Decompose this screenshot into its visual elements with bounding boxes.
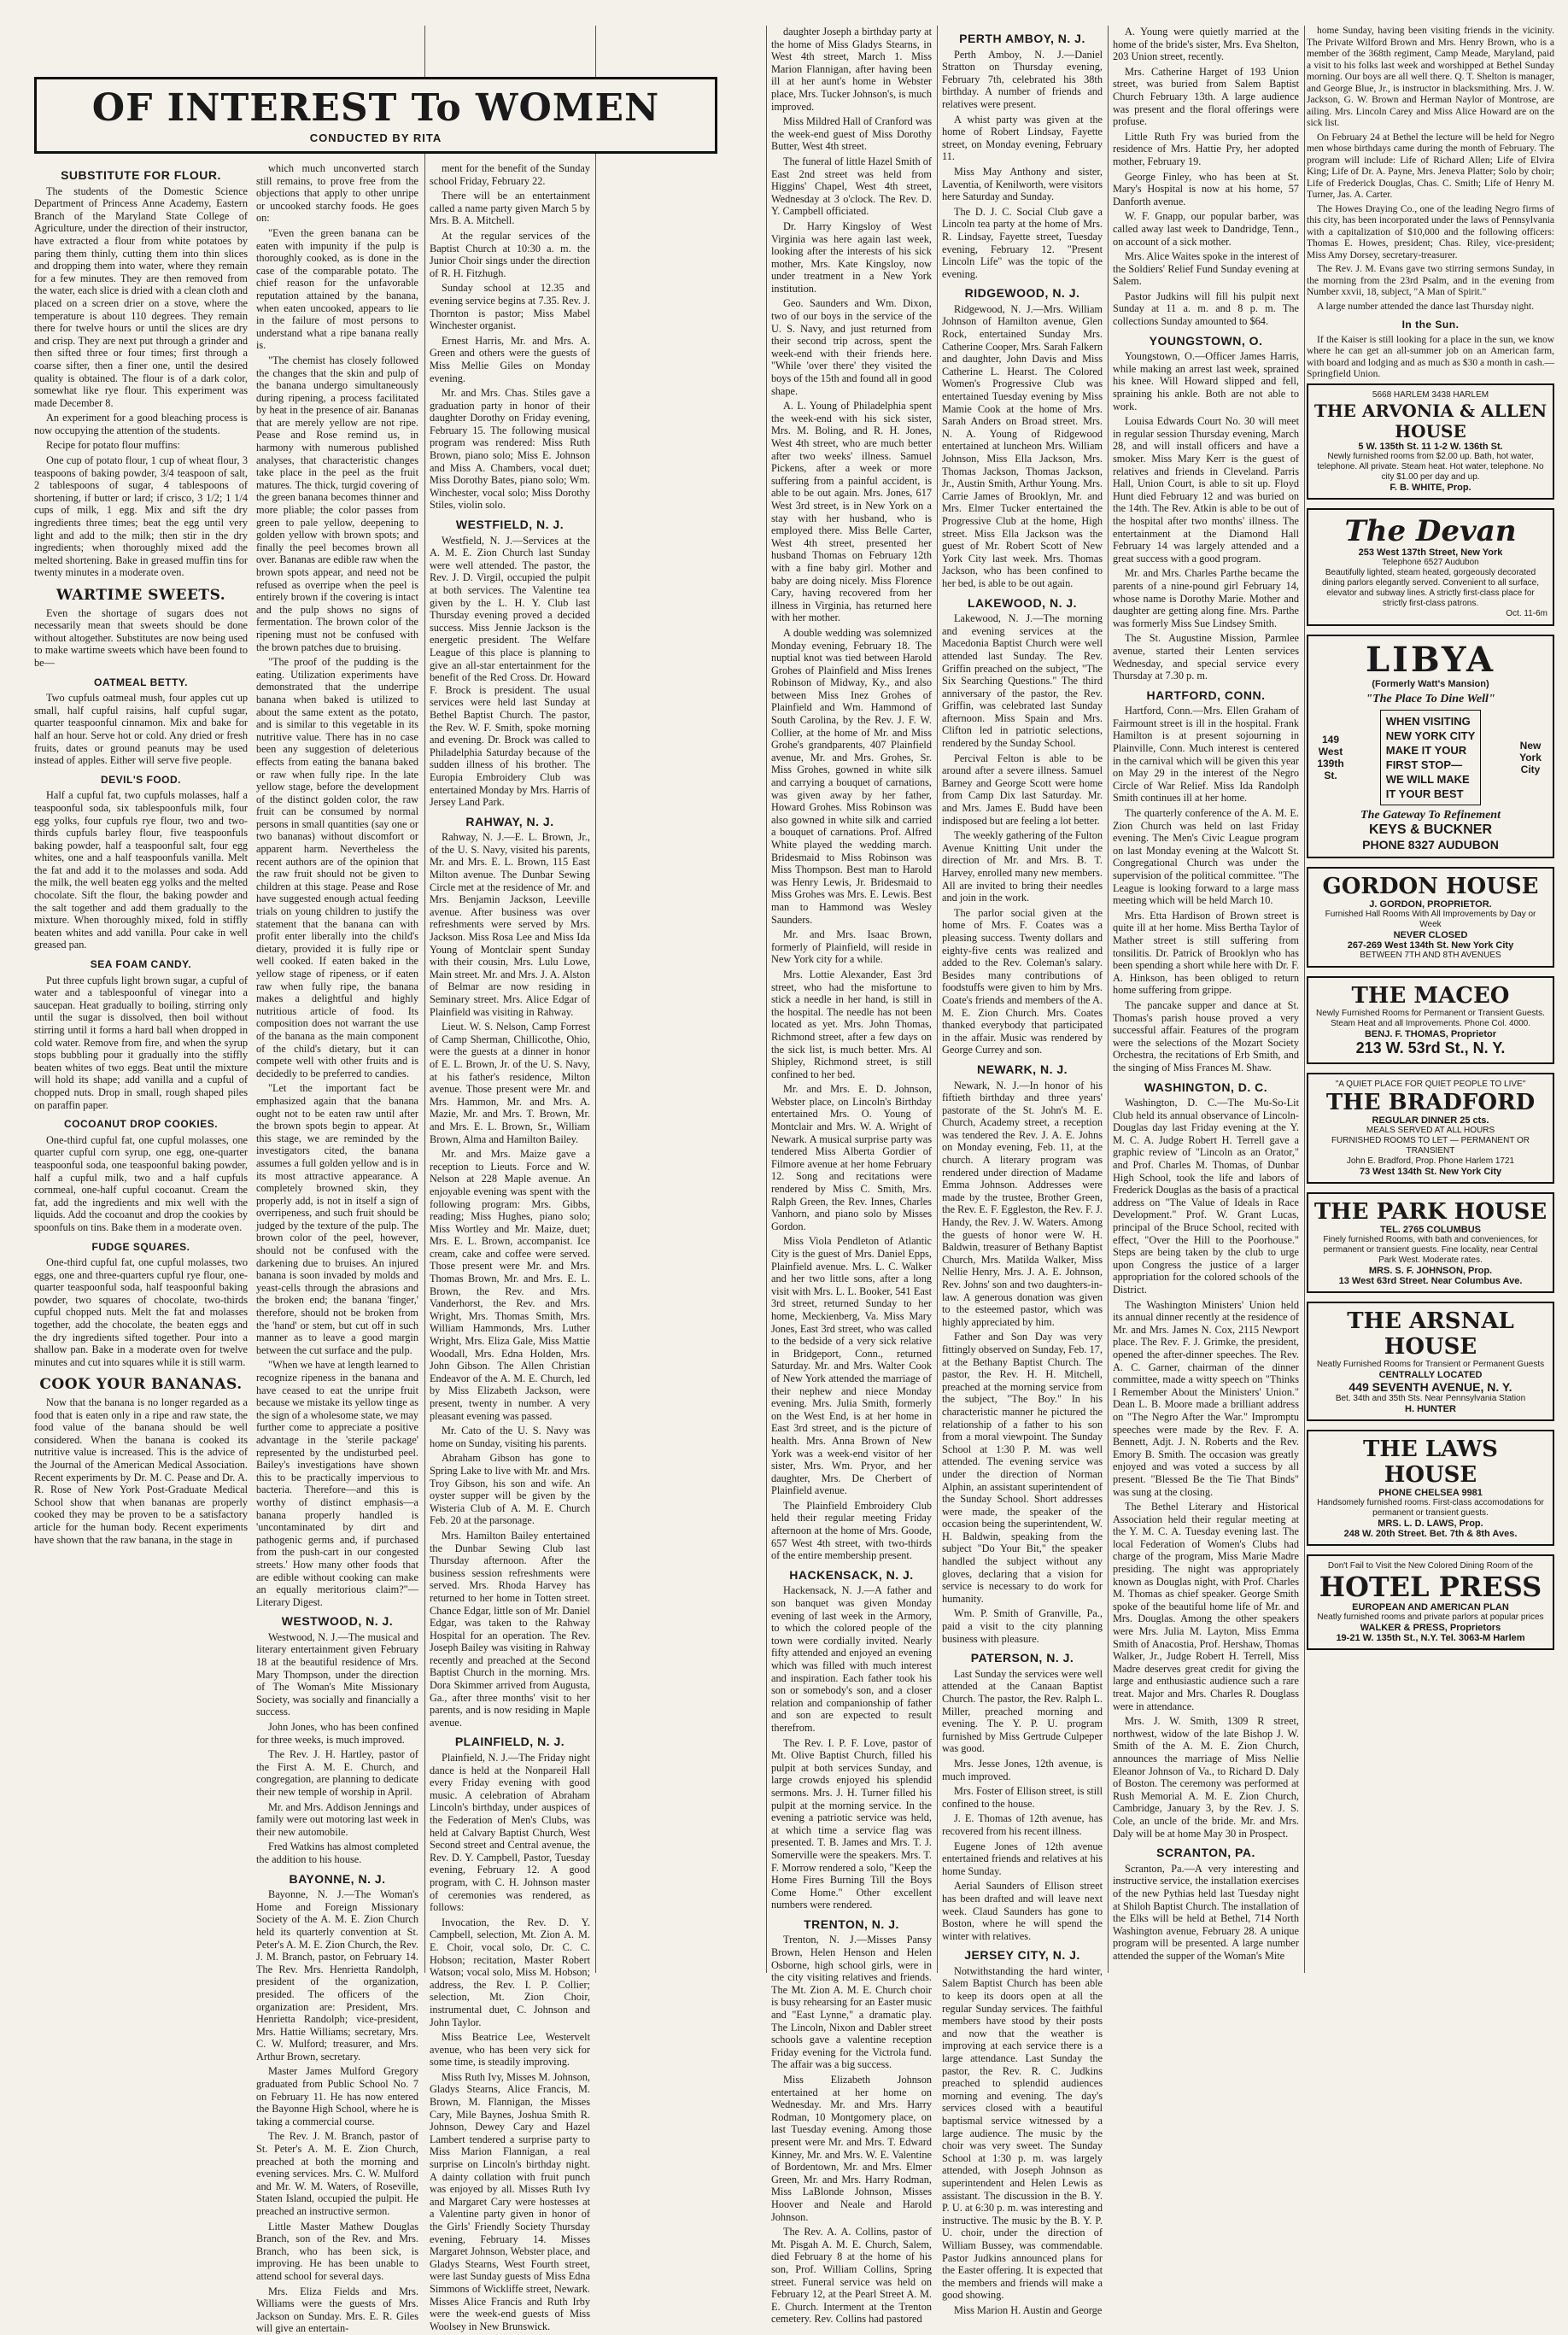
article-paragraph: Wm. P. Smith of Granville, Pa., paid a visit to the city planning business with pleasure. [942, 1607, 1103, 1645]
ad-libya [1307, 635, 1554, 858]
ad-proprietor: BENJ. F. THOMAS, Proprietor [1364, 1028, 1497, 1039]
article-paragraph: Little Master Mathew Douglas Branch, son of the Rev. and Mrs. Branch, who has been sick, is improving. He has been unable to attend school for several days. [256, 2220, 418, 2282]
column-rule [1108, 26, 1109, 1973]
column-rule [424, 26, 425, 1973]
column-6 [1113, 26, 1299, 1973]
article-paragraph: On February 24 at Bethel the lecture will be held for Negro men whose birthdays came during the month of February. The program will include: Life of Richard Allen; Life of Elvira King; Life of Dr. A. Payne, Mrs. Jeneva Platter; Solo by choir; Life of Frederick Douglas, Chas. C. Smith; Life of Henry M. Turner, Jas. A. Carter. [1307, 132, 1554, 200]
article-paragraph: Trenton, N. J.—Misses Pansy Brown, Helen Henson and Helen Osborne, high school girls, were in the city visiting relatives and friends. The Mt. Zion A. M. E. Church choir is busy rehearsing for an Easter music and "East Lynne," a dramatic play. The Lincoln, Nixon and Dabler street schools gave a valentine reception Friday evening for the Victrola fund. The affair was a big success. [771, 1934, 932, 2071]
article-paragraph: Hartford, Conn.—Mrs. Ellen Graham of Fairmount street is ill in the hospital. Frank Hamilton is at present sojourning in Plainville, Conn. Much interest is centered in the carnival which will be given this year on May 29 in the interest of the Negro Circle of War Relief. Miss Ida Randolph Smith continues ill at her home. [1113, 705, 1299, 805]
ad-body: FURNISHED ROOMS TO LET — PERMANENT OR TRANSIENT [1331, 1135, 1530, 1156]
article-paragraph: The Rev. J. M. Branch, pastor of St. Peter's A. M. E. Zion Church, preached at both the morning and evening services. Mrs. C. W. Mulford and Mr. W. M. Waters, of Roseville, Staten Island, occupied the pulpit. He preached an instructive sermon. [256, 2130, 418, 2217]
ad-slogan-line: FIRST STOP— [1385, 758, 1463, 771]
ad-motto: "A QUIET PLACE FOR QUIET PEOPLE TO LIVE" [1335, 1079, 1526, 1089]
ad-name: THE ARSNAL HOUSE [1347, 1308, 1514, 1360]
column-rule [1304, 26, 1305, 1973]
article-paragraph: A. Young were quietly married at the home of the bride's sister, Mrs. Eva Shelton, 203 Union street, recently. [1113, 26, 1299, 63]
article-paragraph: The funeral of little Hazel Smith of East 2nd street was held from Higgins' Chapel, West 4th street, Wednesday at 3 o'clock. The Rev. D. Y. Campbell officiated. [771, 155, 932, 218]
article-paragraph: Miss Viola Pendleton of Atlantic City is the guest of Mrs. Daniel Epps, Plainfield avenue. Mrs. L. C. Walker and her two little sons, after a long visit with Mrs. L. L. Booker, 541 East 3rd street, returned Sunday to her home, Meckienberg, Va. Miss Mary Jones, East 3rd street, who was called to the bedside of a very sick relative in Bridgeport, Conn., returned Saturday. Mr. and Mrs. Walter Cook of New York attended the marriage of their nephew and niece Monday evening. Mrs. Julia Smith, formerly on the West End, is at her home in East 3rd street, and is the picture of health. Mrs. Anna Brown of New York was a week-end visitor of her sister, Mrs. Wm. Pryor, and her daughter, Mrs. De Cherbert of Plainfield avenue. [771, 1235, 932, 1497]
article-paragraph: One-third cupful fat, one cupful molasses, one quarter cupful corn syrup, one egg, one-quarter teaspoonful soda, one teaspoonful baking powder, half a cupful milk, two and a half cupfuls cornmeal, one-half cupful cocoanut. Cream the fat, add the ingredients and mix well with the liquids. Add the cocoanut and drop the cookies by spoonfuls on tins. Bake them in a moderate oven. [34, 1133, 248, 1233]
ad-name: The Devan [1344, 513, 1517, 548]
article-paragraph: One-third cupful fat, one cupful molasses, two eggs, one and three-quarters cupful rye flour, one-quarter teaspoonful soda, half teaspoonful baking powder, two squares of chocolate, two-thirds cupful chopped nuts. Melt the fat and molasses together, add the chocolate, the beaten eggs and the dry ingredients sifted together. Pour into a shallow pan. Bake in a moderate oven for twelve minutes and cut into squares while it is still warm. [34, 1256, 248, 1368]
ad-slogan-line: NEW YORK CITY [1385, 729, 1476, 742]
article-paragraph: Lieut. W. S. Nelson, Camp Forrest of Camp Sherman, Chillicothe, Ohio, were the guests at a dinner in honor of E. L. Brown, Jr. of the U. S. Navy, at his father's residence, Milton avenue. Those present were Mr. and Mrs. Hammon, Mr. and Mrs. A. Mazie, Mr. and Mrs. T. Brown, Mr. and Mrs. E. L. Brown, Sr., William Brown, Alma and Hamilton Bailey. [430, 1021, 590, 1145]
article-paragraph: Mrs. J. W. Smith, 1309 R street, northwest, widow of the late Bishop J. W. Smith of the A. M. E. Zion Church, announces the marriage of Miss Nellie Eleanor Johnson of Va., to Richard D. Daly of Boston. The ceremony was performed at Rush Memorial A. M. E. Zion Church, Cambridge, January 3, by the Rev. J. S. Cole, an uncle of the bride. Mr. and Mrs. Daly will be at home May 30 in Prospect. [1113, 1715, 1299, 1840]
article-paragraph: The weekly gathering of the Fulton Avenue Knitting Unit under the direction of Mr. and Mrs. B. T. Harvey, enrolled many new members. All are invited to bring their needles and join in the work. [942, 829, 1103, 904]
ad-body: Neatly Furnished Rooms for Transient or Permanent Guests [1316, 1359, 1545, 1369]
column-rule [937, 26, 938, 1973]
ad-phone: TEL. 2765 COLUMBUS [1380, 1224, 1481, 1235]
ad-name: THE BRADFORD [1325, 1089, 1536, 1115]
ad-body: Beautifully lighted, steam heated, gorgeously decorated dining parlors elegantly served. Convenient to all surface, elevator and subway lines. A strictly first-class place for strictly first-class patrons. [1321, 567, 1540, 608]
article-paragraph: A. L. Young of Philadelphia spent the week-end with his sick sister, Mrs. M. Boling, and R. H. Jones, West 4th street, who are much better after two weeks' illness. Samuel Pickens, after a week or more suffering from a painful accident, is able to be out again. Mrs. Jones, 617 West 3rd street, is in New York on a stay with her husband, who is employed there. Miss Belle Carter, West 4th street, presented her husband Thomas on February 12th with a fine baby girl. Mother and baby are doing nicely. Miss Florence Cary, having recovered from her illness in Virginia, has returned here with her mother. [771, 400, 932, 624]
article-paragraph: which much unconverted starch still remains, to prove free from the objections that apply to other unripe or uncooked starchy foods. He goes on: [256, 162, 418, 225]
article-headline: WESTWOOD, N. J. [281, 1614, 394, 1629]
column-1 [34, 162, 248, 1973]
ad-address: 213 W. 53rd St., N. Y. [1355, 1039, 1506, 1056]
article-paragraph: The Plainfield Embroidery Club held their regular meeting Friday afternoon at the home of Mrs. Goode, 657 West 4th street, with two-thirds of the entire membership present. [771, 1499, 932, 1562]
ad-dinner: REGULAR DINNER 25 cts. [1372, 1115, 1489, 1126]
column-7-text [1307, 26, 1554, 381]
ad-slogan-line: WE WILL MAKE [1385, 772, 1470, 786]
ad-proprietor: MRS. L. D. LAWS, Prop. [1378, 1518, 1483, 1529]
ad-name: HOTEL PRESS [1319, 1570, 1542, 1603]
ad-body: Handsomely furnished rooms. First-class accomodations for permanent or transient guests. [1317, 1497, 1544, 1518]
ad-slogan-line: WHEN VISITING [1385, 714, 1471, 728]
article-paragraph: The Bethel Literary and Historical Association held their regular meeting at the Y. M. C. A. Tuesday evening last. The local Federation of Women's Clubs had charge of the program, Miss Marie Madre presiding. The night was appropriately known as Douglas night, with Prof. Charles M. Thomas as chief speaker. George Smith spoke of the beautiful home life of Mr. and Mrs. Douglas. Among the other speakers were Mrs. Julia M. Layton, Miss Emma Smith of Anacostia, Prof. Hershaw, Thomas Walker, Jr., Judge Robert H. Terrell, Miss Madre deserves great credit for giving the large and enthusiastic audience such a rare treat. Major and Mrs. Charles R. Douglass were in attendance. [1113, 1501, 1299, 1712]
article-paragraph: If the Kaiser is still looking for a place in the sun, we know where he can get an all-summer job on an American farm, with board and lodging and as much as $30 a month in cash.—Springfield Union. [1307, 334, 1554, 379]
ad-address: 149 West 139th St. [1317, 733, 1344, 781]
article-paragraph: Mrs. Foster of Ellison street, is still confined to the house. [942, 1785, 1103, 1810]
article-paragraph: Mr. and Mrs. Maize gave a reception to Lieuts. Force and W. Nelson at 228 Maple avenue. An enjoyable evening was spent with the following program: Mrs. Gibbs, reading; Miss Hughes, piano solo; Miss Wortley and Mr. Maize, duet; Mrs. E. L. Brown, accompanist. Ice cream, cake and coffee were served. Those present were Mr. and Mrs. Thomas Brown, Mr. and Mrs. E. L. Brown, the Rev. and Mrs. Vanderhorst, the Rev. and Mrs. Wright, Mrs. Thomas Smith, Mrs. William Hammonds, Mrs. Luther Wright, Mrs. Eliza Gale, Miss Mattie Woodall, Mrs. Edna Holden, Mrs. John Gibson. The Allen Christian Endeavor of the A. M. E. Church, led by Miss Elizabeth Jackson, were present, twenty in number. A very pleasant evening was passed. [430, 1148, 590, 1422]
recipe-title: OATMEAL BETTY. [94, 676, 188, 688]
ad-laws-house [1307, 1430, 1554, 1546]
column-rule [595, 26, 596, 1973]
article-paragraph: Mr. and Mrs. Charles Parthe became the parents of a nine-pound girl February 14, whose name is Dorothy Marie. Mother and daughter are getting along fine. Mrs. Parthe was formerly Miss Sue Lindsey Smith. [1113, 567, 1299, 629]
ad-address: 5 W. 135th St. 11 1-2 W. 136th St. [1358, 441, 1503, 452]
article-paragraph: Geo. Saunders and Wm. Dixon, two of our boys in the service of the U. S. Navy, and just returned from their second trip across, spent the week-end with their friends here. "While 'over there' they visited the boys of the 15th and found all in good shape. [771, 297, 932, 397]
article-paragraph: Miss Mildred Hall of Cranford was the week-end guest of Miss Dorothy Butter, West 4th street. [771, 115, 932, 153]
ad-phone: PHONE CHELSEA 9981 [1378, 1487, 1483, 1498]
article-paragraph: The Rev. I. P. F. Love, pastor of Mt. Olive Baptist Church, filled his pulpit at both services Sunday, and large crowds enjoyed his splendid sermons. Mrs. J. H. Turner filled his pulpit at the morning service. In the evening a patriotic service was held, at which time a service flag was presented. T. B. James and Mrs. T. J. Somerville were the speakers. Mrs. T. F. Morrow rendered a solo, "Keep the Home Fires Burning Till the Boys Come Home." Other excellent numbers were rendered. [771, 1736, 932, 1911]
article-paragraph: "The chemist has closely followed the changes that the skin and pulp of the banana undergo simultaneously during ripening, a process facilitated by heat in the presence of air. Bananas that are merely yellow are not ripe. Pease and Rose remind us, in harmony with numerous published analyses, that characteristic changes take place in the peel as the fruit matures. The thick, turgid covering of the green banana becomes thinner and more pliable; the color passes from green to pale yellow, deepening to golden yellow with brown spots; and finally the peel becomes brown all over. Bananas are edible raw when the brown spots appear, and need not be refused as overripe when the peel is entirely brown if the covering is intact and the pulp shows no signs of fermentation. The brown color of the ripening must not be confused with the brown patches due to bruising. [256, 354, 418, 653]
article-headline: PLAINFIELD, N. J. [454, 1735, 565, 1749]
ad-address: 253 West 137th Street, New York [1358, 547, 1503, 558]
article-paragraph: Mrs. Hamilton Bailey entertained the Dunbar Sewing Club last Thursday afternoon. After the business session refreshments were served. Mrs. Rhoda Harvey has returned to her home in Totten street. Chance Edgar, little son of Mr. Daniel Edgar, was taken to the Rahway Hospital for an operation. The Rev. Joseph Bailey was visiting in Rahway recently and preached at the Second Baptist Church in the morning. Mrs. Dora Skimmer arrived from Augusta, Ga., after three months' visit to her parents, and is now residing in Maple avenue. [430, 1529, 590, 1729]
article-headline: JERSEY CITY, N. J. [964, 1948, 1080, 1963]
article-headline: COOK YOUR BANANAS. [39, 1376, 243, 1394]
article-headline: SCRANTON, PA. [1156, 1846, 1255, 1860]
article-headline: HARTFORD, CONN. [1146, 688, 1266, 702]
article-paragraph: Mrs. Etta Hardison of Brown street is quite ill at her home. Miss Bertha Taylor of Mather street is still suffering from tonsilitis. Dr. Patrick of Brooklyn who has been spending a short while here with Dr. F. A. Hinkson, has been obliged to return home suffering from grippe. [1113, 909, 1299, 997]
article-paragraph: The Rev. J. M. Evans gave two stirring sermons Sunday, in the morning from the 23rd Psalm, and in the evening from Number xxvii, 18, subject, "A Man of Spirit." [1307, 264, 1554, 297]
article-paragraph: Pastor Judkins will fill his pulpit next Sunday at 11 a. m. and 8 p. m. The collections Sunday amounted to $64. [1113, 290, 1299, 328]
article-paragraph: Dr. Harry Kingsloy of West Virginia was here again last week, looking after the interests of his sick mother, Mrs. Kate Kingsloy, now under treatment in a New York institution. [771, 219, 932, 295]
ad-body: Neatly furnished rooms and private parlors at popular prices [1317, 1612, 1544, 1622]
ad-proprietor: J. GORDON, PROPRIETOR. [1369, 898, 1492, 910]
article-paragraph: Newark, N. J.—In honor of his fiftieth birthday and three years' pastorate of the St. John's M. E. Church, Academy street, a reception was tendered the Rev. J. A. E. Johns on Monday evening, Feb. 11, at the church. A literary program was rendered under direction of Madame Emma Johnson. Addresses were made by the trustee, Brother Green, the Rev. E. F. Eggleston, the Rev. F. J. Handy, the Rev. J. W. Waters. Among the guests of honor were W. H. Baldwin, treasurer of Bethany Baptist Church, Mrs. Matilda Walker, Miss Nellie Henry, Mrs. J. A. E. Johnson, Rev. Johns' son and two daughters-in-law. A generous donation was given to the esteemed pastor, which was highly appreciated by him. [942, 1079, 1103, 1328]
ad-phone: Telephone 6527 Audubon [1382, 557, 1479, 567]
ad-address: 13 West 63rd Street. Near Columbus Ave. [1338, 1275, 1523, 1286]
ad-owners: KEYS & BUCKNER [1368, 822, 1492, 837]
ad-name: THE LAWS HOUSE [1363, 1436, 1498, 1488]
ad-bradford [1307, 1073, 1554, 1184]
article-paragraph: Plainfield, N. J.—The Friday night dance is held at the Nonpareil Hall every Friday evening with good music. A celebration of Abraham Lincoln's birthday, under auspices of the Federation of Men's Clubs, was held at Calvary Baptist Church, West Second street and Central avenue, the Rev. D. Y. Campbell, Pastor, Tuesday evening, February 12. A good program, with C. H. Johnson master of ceremonies was rendered, as follows: [430, 1752, 590, 1914]
recipe-title: DEVIL'S FOOD. [100, 773, 182, 786]
ad-gordon [1307, 867, 1554, 968]
article-paragraph: Mr. and Mrs. E. D. Johnson, Webster place, on Lincoln's Birthday entertained Mrs. O. Young of Montclair and Mrs. W. A. Wright of Newark. A musical surprise party was tendered Miss Alberta Gordier of Filmore avenue at her home February 12. Song and recitations were rendered by Miss C. Smith, Mrs. Ralph Green, the Rev. Innes, Charles Vanhorn, and piano solo by Misses Gordon. [771, 1083, 932, 1232]
article-paragraph: Miss May Anthony and sister, Laventia, of Kenilworth, were visitors here Saturday and Sunday. [942, 165, 1103, 203]
column-5 [942, 26, 1103, 2316]
ad-subtitle: (Formerly Watt's Mansion) [1372, 678, 1489, 689]
article-paragraph: Miss Marion H. Austin and George [954, 2303, 1103, 2316]
article-headline: HACKENSACK, N. J. [789, 1567, 914, 1582]
article-paragraph: Mrs. Eliza Fields and Mrs. Williams were the guests of Mrs. Jackson on Sunday. Mrs. E. R. Giles will give an entertain- [256, 2285, 418, 2335]
article-paragraph: The parlor social given at the home of Mrs. F. Coates was a pleasing success. Twenty dollars and eighty-five cents was realized and added to the Rev. Coleman's salary. Besides many contributions of foodstuffs were given to him by Mrs. Coate's friends and members of the A. M. E. Zion Church. Mrs. Coates thanked everybody that participated in the affair. Music was rendered by George Currey and son. [942, 906, 1103, 1056]
article-paragraph: Ridgewood, N. J.—Mrs. William Johnson of Hamilton avenue, Glen Rock, entertained Sunday Mrs. Catherine Cooper, Mrs. Sarah Falkern and daughter, John Davis and Miss Catherine L. Hearst. The Colored Women's Progressive Club was entertained Tuesday evening by Miss Mamie Cook at the home of Mrs. Sarah Anders on Broad street. Mrs. N. A. Young of Ridgewood entertained at luncheon Mrs. William Johnson, Miss Ella Jackson, Mrs. Thomas Jackson, Thomas Jackson, Jr., Austin Smith, Arthur Young. Mrs. Carrie James of Brooklyn, Mr. and Mrs. Elmer Tucker entertained the Progressive Club at the home, High street. Miss Ella Jackson was the guest of Mr. Robert Scott of New York City last week. Mrs. Thomas Jackson, who has been confined to her bed, is able to be out again. [942, 302, 1103, 589]
article-paragraph: A double wedding was solemnized Monday evening, February 18. The nuptial knot was tied between Harold Grohes of Plainfield and Miss Irenes Robinson of Midway, Ky., and also between Miss Inez Grohes of Plainfield and Wm. Hammond of South Carolina, by the Rev. J. F. W. Collier, at the home of Mr. and Miss Grohe's grandparents, 407 Plainfield avenue, Mr. and Mrs. Grohes, Sr. Miss Grohes, gowned in white silk and carrying a bouquet of carnations, was given away by her father, Howard Grohes. Miss Robinson was also gowned in white silk and carried a bouquet of carnations. Prof. Alfred White played the wedding march. Bridesmaid to Miss Robinson was Miss Thompson. Best man to Harold was Henry Lewis, Jr. Bridesmaid to Miss Grohes was Mrs. E. Lewis. Best man to Hammond was Wesley Saunders. [771, 626, 932, 926]
ad-proprietor: F. B. WHITE, Prop. [1390, 482, 1471, 493]
ad-name: THE ARVONIA & ALLEN HOUSE [1313, 400, 1548, 442]
article-paragraph: Westfield, N. J.—Services at the A. M. E. Zion Church last Sunday were well attended. The pastor, the Rev. J. D. Virgil, occupied the pulpit at both services. The Valentine tea given by the L. H. Y. Club last Thursday evening proved a decided success. Miss Jennie Jackson is the energetic president. The Welfare League of this place is planning to give an all-star entertainment for the benefit of the Red Cross. Dr. Howard F. Brock is president. The usual services were held last Sunday at Bethel Baptist Church. The pastor, the Rev. W. F. Smith, spoke morning and evening. Dr. Brock was called to Philadelphia Saturday because of the sudden illness of his brother. The Europia Embroidery Club was entertained Monday by Mrs. Harris of Jersey Land Park. [430, 534, 590, 809]
article-paragraph: Lakewood, N. J.—The morning and evening services at the Macedonia Baptist Church were well attended last Sunday. The Rev. Griffin preached on the subject, "The Six Searching Questions." The third anniversary of the pastor, the Rev. Griffin, was celebrated last Sunday afternoon. Miss Spain and Mrs. Clifton led in patriotic selections, rendered by the Sunday School. [942, 612, 1103, 750]
article-paragraph: Mr. Cato of the U. S. Navy was home on Sunday, visiting his parents. [430, 1425, 590, 1449]
article-headline: LAKEWOOD, N. J. [967, 595, 1078, 610]
article-paragraph: One cup of potato flour, 1 cup of wheat flour, 3 teaspoons of baking powder, 3/4 teaspoon of salt, 2 tablespoons of sugar, 4 tablespoons of shortening, if butter or lard; if crisco, 3 1/2; 1 1/4 cups of milk, 1 egg. Mix and sift the dry ingredients three times; beat the egg until very light and add to the milk; then stir in the dry ingredients; when thoroughly mixed add the melted shortening. Bake in greased muffin tins for twenty minutes in a moderate oven. [34, 454, 248, 579]
ad-maceo [1307, 976, 1554, 1064]
article-paragraph: "Let the important fact be emphasized again that the banana ought not to be eaten raw until after the brown spots begin to appear. At this stage, we are reminded by the investigators cited, the banana assumes a full golden yellow and is in its most attractive appearance. A completely browned skin, they properly add, is not in itself a sign of overripeness, and such fruit should be judged by the texture of the pulp. The brown color of the peel, however, should not be confused with the darkening due to bruises. An injured banana is soon invaded by molds and yeast-cells through the abrasions and the broken end; the banana 'finger,' therefore, should not be broken from the 'hand' or stem, but cut off in such manner as to leave a good margin between the cut surface and the pulp. [256, 1082, 418, 1356]
article-paragraph: Invocation, the Rev. D. Y. Campbell, selection, Mt. Zion A. M. E. Choir, vocal solo, Dr. C. C. Hobson; recitation, Master Robert Watson; vocal solo, Miss M. Hobson; address, the Rev. I. P. Collier; selection, Mt. Zion Choir, instrumental duet, C. Johnson and John Taylor. [430, 1916, 590, 2028]
section-masthead [34, 77, 717, 154]
ad-phone: PHONE 8327 AUDUBON [1362, 837, 1499, 851]
article-paragraph: George Finley, who has been at St. Mary's Hospital is now at his home, 57 Danforth avenue. [1113, 170, 1299, 208]
article-paragraph: Father and Son Day was very fittingly observed on Sunday, Feb. 17, at the Bethany Baptist Church. The pastor, the Rev. H. H. Mitchell, preached at the morning service from the subject, "The Boy." In his characteristic manner he pictured the relationship of a father to his son from a moral viewpoint. The Sunday School at 1:30 P. M. was well attended. The evening service was under the direction of Norman Alphin, an assistant superintendent of the Sunday School. Short addresses were made, the speaker of the occasion being the superintendent, W. H. Baldwin, speaking from the subject "Do Your Bit," the speaker handled the subject without any gloves, declaring that a vision for service is necessary to do work for humanity. [942, 1331, 1103, 1605]
ad-park-house [1307, 1192, 1554, 1293]
article-paragraph: Mr. and Mrs. Addison Jennings and family were out motoring last week in their new automobile. [256, 1800, 418, 1838]
ad-proprietor: WALKER & PRESS, Proprietors [1360, 1622, 1501, 1633]
article-paragraph: Bayonne, N. J.—The Woman's Home and Foreign Missionary Society of the A. M. E. Zion Church held its quarterly convention at St. Peter's A. M. E. Zion Church, the Rev. J. M. Branch, pastor, on February 14. The Rev. Mrs. Henrietta Randolph, president of the organization, presided. The officers of the organization are: President, Mrs. Henrietta Randolph; vice-president, Mrs. Hattie Williams; secretary, Mrs. C. W. Mulford; treasurer, and Mrs. Arthur Brown, secretary. [256, 1888, 418, 2063]
ad-name: THE PARK HOUSE [1313, 1198, 1548, 1225]
article-paragraph: Even the shortage of sugars does not necessarily mean that sweets should be done without altogether. Substitutes are now being used to make wartime sweets which have been found to be— [34, 606, 248, 669]
article-paragraph: There will be an entertainment called a name party given March 5 by Mrs. B. A. Mitchell. [430, 190, 590, 227]
article-paragraph: Fred Watkins has almost completed the addition to his house. [256, 1840, 418, 1865]
article-paragraph: Mrs. Lottie Alexander, East 3rd street, who had the misfortune to stick a needle in her hand, is still in the hospital. The needle has not been located as yet. Mrs. John Thomas, Richmond street, after a few days on the sick list, is much better. Mrs. Al Shipley, Richmond street, is still confined to her bed. [771, 968, 932, 1080]
ad-proprietor: MRS. S. F. JOHNSON, Prop. [1368, 1265, 1493, 1276]
ad-address: 267-269 West 134th St. New York City [1347, 939, 1514, 951]
ad-address: 449 SEVENTH AVENUE, N. Y. [1349, 1379, 1512, 1394]
ad-slogan-line: IT YOUR BEST [1385, 787, 1464, 800]
article-paragraph: Recipe for potato flour muffins: [46, 439, 180, 452]
article-paragraph: The Rev. J. H. Hartley, pastor of the First A. M. E. Church, and congregation, are planning to dedicate their new temple of worship in April. [256, 1748, 418, 1798]
article-paragraph: Ernest Harris, Mr. and Mrs. A. Green and others were the guests of Miss Mellie Giles on Monday evening. [430, 334, 590, 384]
article-paragraph: The Washington Ministers' Union held its annual dinner recently at the residence of Mr. and Mrs. James N. Cox, 2115 Newport place. The Rev. F. J. Grimke, the president, opened the after-dinner speeches. The Rev. A. C. Garner, chairman of the dinner committee, made a witty speech on "Thinks I Remember About the Ministers' Union." Dean L. B. Moore made a brilliant address on "The Negro After the War." Impromptu speeches were made by the Rev. F. A. Bennett, Adjt. J. N. Roberts and the Rev. Emory B. Smith. The occasion was greatly enjoyed and was voted a success by all present. "Blessed Be the Tie That Binds" was sung at the closing. [1113, 1298, 1299, 1498]
recipe-title: SEA FOAM CANDY. [90, 958, 192, 971]
ad-motto: Don't Fail to Visit the New Colored Dining Room of the [1327, 1560, 1534, 1571]
ad-tagline: "The Place To Dine Well" [1366, 692, 1495, 705]
article-paragraph: A large number attended the dance last Thursday night. [1317, 301, 1535, 312]
ad-body: Furnished Hall Rooms With All Improvements by Day or Week [1325, 909, 1536, 929]
ad-hours: NEVER CLOSED [1393, 929, 1468, 940]
article-headline: PATERSON, N. J. [970, 1651, 1074, 1665]
article-paragraph: Rahway, N. J.—E. L. Brown, Jr., of the U. S. Navy, visited his parents, Mr. and Mrs. E. L. Brown, 115 East Milton avenue. The Dunbar Sewing Circle met at the residence of Mr. and Mrs. Benjamin Jackson, Leeville avenue. After business was over refreshments were served by Mrs. Jackson. Miss Rosa Lee and Miss Ida Young of Montclair spent Sunday with their cousin, Mrs. Lulu Lowe, Main street. Mr. and Mrs. J. A. Alston of Belmar are now residing in Seminary street. Mrs. Alice Edgar of Plainfield was visiting in Rahway. [430, 831, 590, 1018]
ad-between: BETWEEN 7TH AND 8TH AVENUES [1360, 950, 1501, 960]
ad-proprietor: H. HUNTER [1405, 1403, 1456, 1414]
article-paragraph: The St. Augustine Mission, Parmlee avenue, started their Lenten services Wednesday, and special service every Thursday at 7.30 p. m. [1113, 632, 1299, 682]
ad-city: New York City [1519, 739, 1542, 775]
advertisement-column [1307, 26, 1554, 1973]
article-paragraph: Half a cupful fat, two cupfuls molasses, half a teaspoonful soda, six tablespoonfuls milk, four egg yolks, four cupfuls rye flour, two and two-thirds cupfuls barley flour, five teaspoonfuls baking powder, half a teaspoonful salt, four egg whites, one and a half teaspoonfuls vanilla. Melt the fat and add it to the molasses and soda. Add the milk, the well beaten egg yolks and the melted chocolate. Sift the flour, the baking powder and the salt together and add them gradually to the mixture. When thoroughly mixed, fold in stiffly beaten whites and add vanilla. Pour cake in well greased pan. [34, 789, 248, 951]
article-paragraph: home Sunday, having been visiting friends in the vicinity. The Private Wilford Brown and Mrs. Henry Brown, who is a member of the 368th regiment, Camp Meade, Maryland, paid a visit to his folks last week and worshipped at Bethel Sunday morning. Our boys are all well there. Q. T. Shelton is manager, and George Blue, Jr., is instructor in blacksmithing. Mrs. J. W. Jackson, G. W. Brown and Herman Naylor of Montrose, are ailing. Mrs. Lincoln Carey and Miss Alice Howard are on the sick list. [1307, 26, 1554, 128]
article-paragraph: Percival Felton is able to be around after a severe illness. Samuel Barney and George Scott were home from Camp Dix last Saturday. Mr. and Mrs. James E. Budd have been indisposed but are feeling a lot better. [942, 752, 1103, 827]
ad-meals: MEALS SERVED AT ALL HOURS [1366, 1125, 1495, 1135]
article-paragraph: Mrs. Jesse Jones, 12th avenue, is much improved. [942, 1757, 1103, 1782]
ad-body: Finely furnished Rooms, with bath and conveniences, for permanent or transient guests. Fine locality, near Central Park West. Moderate rates. [1323, 1234, 1538, 1265]
article-paragraph: Miss Ruth Ivy, Misses M. Johnson, Gladys Stearns, Alice Francis, M. Brown, M. Flannigan, the Misses Cary, Mile Baynes, Joshua Smith R. Johnson, Dewey Cary and Hazel Lambert tendered a surprise party to Miss Marion Flannigan, a real surprise on Lincoln's birthday night. A dainty collation with fruit punch was enjoyed by all. Misses Ruth Ivy and Margaret Cary were hostesses at a Valentine party given in honor of the Girls' Friendly Society Thursday evening, February 14. Misses Margaret Johnson, Webster place, and Gladys Stearns, West Fourth street, were last Sunday guests of Miss Edna Simmons of Wickliffe street, Newark. Misses Alice Francis and Ruth Irby were the week-end guests of Miss Woolsey in New Brunswick. [430, 2070, 590, 2332]
article-headline: TRENTON, N. J. [804, 1917, 899, 1931]
recipe-title: COCOANUT DROP COOKIES. [63, 1118, 219, 1131]
article-paragraph: Eugene Jones of 12th avenue entertained friends and relatives at his home Sunday. [942, 1840, 1103, 1877]
section-title: OF INTEREST To WOMEN [91, 86, 660, 130]
column-4 [771, 26, 932, 2326]
article-paragraph: daughter Joseph a birthday party at the home of Miss Gladys Stearns, in West 4th street, March 1. Miss Marion Flannigan, after having been ill at her aunt's home in Webster place, Mrs. Tucker Johnson's, is much improved. [771, 26, 932, 113]
ad-plan: EUROPEAN AND AMERICAN PLAN [1352, 1601, 1509, 1612]
article-headline: WESTFIELD, N. J. [455, 518, 565, 532]
article-paragraph: Perth Amboy, N. J.—Daniel Stratton on Thursday evening, February 7th, celebrated his 38th birthday. A number of friends and relatives were present. [942, 48, 1103, 110]
article-paragraph: Louisa Edwards Court No. 30 will meet in regular session Thursday evening, March 28, and will install officers and have a smoker. Miss Mary Kerr is the guest of relatives and friends in Cleveland. Parris Hall, Union Court, is able to sit up. Floyd Hunt died February 12 and was buried on the 14th. The Rev. Atkin is able to be out of the hospital after two months' illness. The entertainment at the Diamond Hall February 14 was largely attended and a great success with a good program. [1113, 415, 1299, 565]
article-paragraph: Abraham Gibson has gone to Spring Lake to live with Mr. and Mrs. Troy Gibson, his son and wife. An oyster supper will be given by the Wisteria Club of A. M. E. Church Feb. 20 at the parsonage. [430, 1452, 590, 1527]
article-paragraph: A whist party was given at the home of Robert Lindsay, Fayette street, on Monday evening, February 11. [942, 113, 1103, 163]
section-byline: CONDUCTED BY RITA [309, 132, 442, 144]
ad-name: GORDON HOUSE [1322, 873, 1539, 899]
article-paragraph: The pancake supper and dance at St. Thomas's parish house proved a very successful affair. Features of the program were the selections of the Mozart Society Orchestra, the recitations of Erb Smith, and the singing of Miss Frances M. Shaw. [1113, 998, 1299, 1074]
ad-proprietor: John E. Bradford, Prop. Phone Harlem 1721 [1346, 1156, 1515, 1166]
article-paragraph: Sunday school at 12.35 and evening service begins at 7.35. Rev. J. Thornton is pastor; Miss Mabel Winchester organist. [430, 282, 590, 332]
recipe-title: FUDGE SQUARES. [91, 1240, 190, 1253]
article-headline: SUBSTITUTE FOR FLOUR. [61, 168, 221, 182]
article-paragraph: Last Sunday the services were well attended at the Canaan Baptist Church. The pastor, the Rev. Ralph L. Miller, preached morning and evening. The Y. P. U. program furnished by Miss Gertrude Culpeper was good. [942, 1667, 1103, 1755]
article-paragraph: Miss Beatrice Lee, Westervelt avenue, who has been very sick for some time, is steadily improving. [430, 2031, 590, 2069]
ad-location: CENTRALLY LOCATED [1378, 1369, 1483, 1380]
article-paragraph: ment for the benefit of the Sunday school Friday, February 22. [430, 162, 590, 187]
ad-body: Newly furnished rooms from $2.00 up. Bath, hot water, telephone. All private. Steam heat. Hot water, telephone. No city $1.00 per day and up. [1317, 451, 1544, 482]
ad-address: 19-21 W. 135th St., N.Y. Tel. 3063-M Harlem [1336, 1632, 1525, 1643]
article-paragraph: Scranton, Pa.—A very interesting and instructive service, the installation exercises of the new Pythias held last Tuesday night at Shiloh Baptist Church. The installation of the Elks will be held at Bethel, 714 North Washington avenue, February 28. A unique program will be presented. A large number attended the supper of the Woman's Mite [1113, 1862, 1299, 1962]
article-paragraph: At the regular services of the Baptist Church at 10:30 a. m. the Junior Choir sings under the direction of R. H. Fitzhugh. [430, 229, 590, 279]
article-headline: WASHINGTON, D. C. [1144, 1080, 1268, 1094]
article-paragraph: The quarterly conference of the A. M. E. Zion Church was held on last Friday evening. The Men's Civic League program on last Monday evening at the Walcott St. Congregational Church was under the supervision of the political committee. "The League is looking forward to a large mass meeting which will be held March 10. [1113, 807, 1299, 907]
article-paragraph: Mrs. Alice Waites spoke in the interest of the Soldiers' Relief Fund Sunday evening at Salem. [1113, 250, 1299, 288]
article-paragraph: Two cupfuls oatmeal mush, four apples cut up small, half cupful raisins, half cupful sugar, quarter teaspoonful cinnamon. Mix and bake for half an hour. Serve hot or cold. Any dried or fresh fruits, dates or ground peanuts may be used instead of apples. Either will serve five people. [34, 692, 248, 767]
article-paragraph: Now that the banana is no longer regarded as a food that is eaten only in a ripe and raw state, the food value of the banana should be well considered. When the banana is cooked its nutritive value is increased. This is the advice of the Journal of the American Medical Association. Recent experiments by Dr. M. C. Pease and Dr. A. R. Rose of New York Post-Graduate Medical School show that when bananas are properly cooked they may be proven to be a satisfactory article for the human body. Recent experiments have shown that the raw banana, in the stage in [34, 1396, 248, 1546]
article-paragraph: The Rev. A. A. Collins, pastor of Mt. Pisgah A. M. E. Church, Salem, died February 8 at the home of his son, Prof. William Collins, Spring street. Funeral service was held on February 12, at the Pearl Street A. M. E. Church. Interment at the Trenton cemetery. Rev. Collins had pastored [771, 2226, 932, 2326]
article-headline: YOUNGSTOWN, O. [1149, 333, 1263, 348]
article-headline: NEWARK, N. J. [976, 1062, 1068, 1076]
article-paragraph: "The proof of the pudding is the eating. Utilization experiments have demonstrated that the underripe banana when baked is utilized to about the same extent as the potato, and is similar to this vegetable in its nutritive value. There has in no case been any suggestion of deleterious effects from eating the banana baked or raw when fully ripe. In the late yellow stage, before the development of the distinct golden color, the raw fruit can be consumed by normal persons in small quantities (say one or two bananas) without discomfort or apparent harm. Nevertheless the recent authors are of the opinion that the raw fruit should not be given to children at this stage. Pease and Rose have suggested enough actual feeding trials on young children to justify the statement that the banana can with profit enter liberally into the child's dietary, provided it is fully ripe or well cooked. If eaten baked in the yellow stage of ripeness, or if eaten raw when fully ripe, the banana makes a delightful and highly nutritious article of food. Its composition does not warrant the use of the banana as the main component of the child's dietary, but it can compete well with other fruits and is decidedly to be preferred to candies. [256, 656, 418, 1080]
ad-devan [1307, 508, 1554, 626]
ad-arsnal-house [1307, 1302, 1554, 1421]
article-headline: WARTIME SWEETS. [56, 587, 226, 604]
article-paragraph: J. E. Thomas of 12th avenue, has recovered from his recent illness. [942, 1812, 1103, 1837]
article-paragraph: Master James Mulford Gregory graduated from Public School No. 7 on February 11. He has now entered the Bayonne High School, where he is taking a commercial course. [256, 2065, 418, 2127]
article-paragraph: "When we have at length learned to recognize ripeness in the banana and have ceased to eat the unripe fruit because we mistake its yellow tinge as the sign of a wholesome state, we may further come to appreciate a positive advantage in the 'sterile package' represented by the undisturbed peel. Bailey's investigations have shown this to be practically impervious to bacteria. Therefore—and this is worthy of distinct emphasis—a banana properly handled is 'uncontaminated by dirt and pathogenic germs and, if purchased from the push-cart in our congested streets.' How many other foods that are edible without cooking can make an equally meritorious claim?"—Literary Digest. [256, 1359, 418, 1608]
ad-arvonia [1307, 383, 1554, 500]
article-headline: RAHWAY, N. J. [465, 814, 554, 828]
ad-address: 248 W. 20th Street. Bet. 7th & 8th Aves. [1343, 1528, 1518, 1539]
ad-body: Newly Furnished Rooms for Permanent or Transient Guests. Steam Heat and all Improvements. Phone Col. 4000. [1316, 1008, 1545, 1028]
article-paragraph: Youngstown, O.—Officer James Harris, while making an arrest last week, sprained his knee. Will Howard slipped and fell, spraining his ankle. Both are not able to work. [1113, 350, 1299, 413]
article-paragraph: The Howes Draying Co., one of the leading Negro firms of this city, has been incorporated under the laws of Pennsylvania with a capitalization of $10,000 and the following officers: Thomas E. Howes, president; Chas. Riley, vice-president; Miss Amy Dorsey, secretary-treasurer. [1307, 203, 1554, 260]
article-paragraph: Notwithstanding the hard winter, Salem Baptist Church has been able to keep its doors open at all the regular Sunday services. The faithful members have stood by their posts and now that the weather is improving at each service there is a large attendance. Last Sunday the pastor, the Rev. R. C. Judkins preached to splendid audiences morning and evening. The day's services closed with a beautiful baptismal service witnessed by a large audience. The music by the choir was very sweet. The Sunday School at 1:30 p. m. was largely attended, with Joseph Johnson as superintendent and Helen Lewis as assistant. The discussion in the B. Y. P. U. at 6:30 p. m. was interesting and instructive. The music by the B. Y. P. U. choir, under the direction of William Bussey, was commendable. Pastor Judkins announced plans for the Easter offering. It is expected that the members and friends will make a good showing. [942, 1964, 1103, 2302]
ad-phone: 5668 HARLEM 3438 HARLEM [1372, 389, 1489, 400]
ad-name: LIBYA [1366, 639, 1495, 680]
article-paragraph: Westwood, N. J.—The musical and literary entertainment given February 18 at the beautiful residence of Mrs. Mary Thompson, under the direction of The Woman's Mite Missionary Society, was socially and financially a success. [256, 1630, 418, 1718]
ad-slogan-box [1380, 710, 1482, 805]
article-paragraph: The D. J. C. Social Club gave a Lincoln tea party at the home of Mrs. R. Lindsay, Fayette street, Tuesday evening, February 12. "Present Lincoln Life" was the topic of the evening. [942, 205, 1103, 280]
column-3 [430, 162, 590, 2332]
ad-address: 73 West 134th St. New York City [1359, 1166, 1502, 1177]
article-paragraph: Miss Elizabeth Johnson entertained at her home on Wednesday. Mr. and Mrs. Harry Rodman, 10 Montgomery place, on last Tuesday evening. Among those present were Mr. and Mrs. T. Edward Kinney, Mr. and Mrs. W. E. Valentine of Bordentown, Mr. and Mrs. Elmer Green, Mr. and Mrs. Harry Rodman, Miss LaBlonde Johnson, Misses Hoover and Neale and Harold Johnson. [771, 2074, 932, 2223]
article-paragraph: Mrs. Catherine Harget of 193 Union street, was buried from Salem Baptist Church February 13th. A large audience was present and the floral offerings were profuse. [1113, 65, 1299, 128]
article-paragraph: W. F. Gnapp, our popular barber, was called away last week to Dandridge, Tenn., on account of a sick mother. [1113, 210, 1299, 248]
article-paragraph: Mr. and Mrs. Chas. Stiles gave a graduation party in honor of their daughter Dorothy on Friday evening, February 15. The following musical program was rendered: Miss Ruth Brown, piano solo; Miss E. Johnson and Miss A. Chambers, vocal duet; Miss Dorothy Bates, piano solo; Wm. Winchester, vocal solo; Miss Dorothy Stiles, violin solo. [430, 387, 590, 512]
article-paragraph: The students of the Domestic Science Department of Princess Anne Academy, Eastern Branch of the Maryland State College of Agriculture, under the direction of their instructor, have extracted a flour from white potatoes by paring them thinly, cutting them into thin slices and dropping them into water, where they remain for a few minutes. They are then removed from the water, each slice is dried with a clean cloth and placed on a screen drier on a stove, where the temperature is about 110 degrees. They remain there for twelve hours or until the slices are dry and crisp. They are next put through a grinder and then sifted three or four times; first through a coarse sifter, then a finer one, until the desired quality is obtained. The flour is of a dark color, somewhat like rye flour. This experiment was made December 8. [34, 184, 248, 409]
article-paragraph: "Even the green banana can be eaten with impunity if the pulp is thoroughly cooked, as is done in the case of the comparable potato. The chief reason for the unfavorable reputation attained by the banana, when eaten uncooked, appears to lie in the failure of most persons to understand what a ripe banana really is. [256, 226, 418, 352]
article-paragraph: Little Ruth Fry was buried from the residence of Mrs. Hattie Pry, her adopted mother, February 19. [1113, 130, 1299, 167]
article-headline: RIDGEWOOD, N. J. [964, 286, 1080, 301]
article-paragraph: Hackensack, N. J.—A father and son banquet was given Monday evening of last week in the Armory, to which the colored people of the town were cordially invited. Nearly fifty attended and enjoyed an evening which was filled with much interest and inspiration. Each father took his son or somebody's son, and a closer relation and companionship of father and son are expected to result therefrom. [771, 1584, 932, 1734]
column-2 [256, 162, 418, 2335]
article-headline: In the Sun. [1401, 319, 1460, 331]
article-paragraph: Put three cupfuls light brown sugar, a cupful of water and a tablespoonful of vinegar into a saucepan. Heat gradually to boiling, stirring only until the sugar is dissolved, then boil without stirring until it forms a hard ball when dropped in cold water. Remove from fire, and when the syrup stops bubbling pour it gradually into the stiffly beaten whites of two eggs. Beat until the mixture will hold its shape; add vanilla and a cupful of chopped nuts. Drop in small, rough shaped piles on paraffin paper. [34, 974, 248, 1111]
ad-date: Oct. 11-6m [1506, 608, 1548, 618]
article-paragraph: An experiment for a good bleaching process is now occupying the attention of the students. [34, 412, 248, 436]
ad-hotel-press [1307, 1554, 1554, 1650]
article-paragraph: John Jones, who has been confined for three weeks, is much improved. [256, 1721, 418, 1746]
article-paragraph: Mr. and Mrs. Isaac Brown, formerly of Plainfield, will reside in New York city for a while. [771, 928, 932, 966]
ad-streets: Bet. 34th and 35th Sts. Near Pennsylvania Station [1335, 1393, 1526, 1403]
ad-slogan-line: MAKE IT YOUR [1385, 743, 1467, 757]
article-headline: PERTH AMBOY, N. J. [959, 32, 1085, 45]
ad-name: THE MACEO [1351, 982, 1510, 1009]
article-headline: BAYONNE, N. J. [289, 1871, 386, 1886]
column-rule [766, 26, 767, 1973]
article-paragraph: Washington, D. C.—The Mu-So-Lit Club held its annual observance of Lincoln-Douglas day last Friday evening at the Y. M. C. A. Judge Robert H. Terrell gave a graphic review of "Lincoln as an Orator," and Prof. Charles M. Thomas, of Dunbar High School, took the life and labors of Frederick Douglas as the basis of a practical address on "The Value of Ideals in Race Development." Prof. W. Grant Lucas, principal of the Bruce School, recited with effect, "Over the Hill to the Poorhouse." Steps are being taken by the club to urge upon Congress the justice of a larger appropriation for the colored schools of the District. [1113, 1097, 1299, 1296]
ad-libya-row [1313, 710, 1548, 805]
article-paragraph: Aerial Saunders of Ellison street has been drafted and will leave next week. Claud Saunders has gone to Boston, where he will spend the winter with relatives. [942, 1880, 1103, 1942]
ad-gateway: The Gateway To Refinement [1360, 808, 1501, 822]
